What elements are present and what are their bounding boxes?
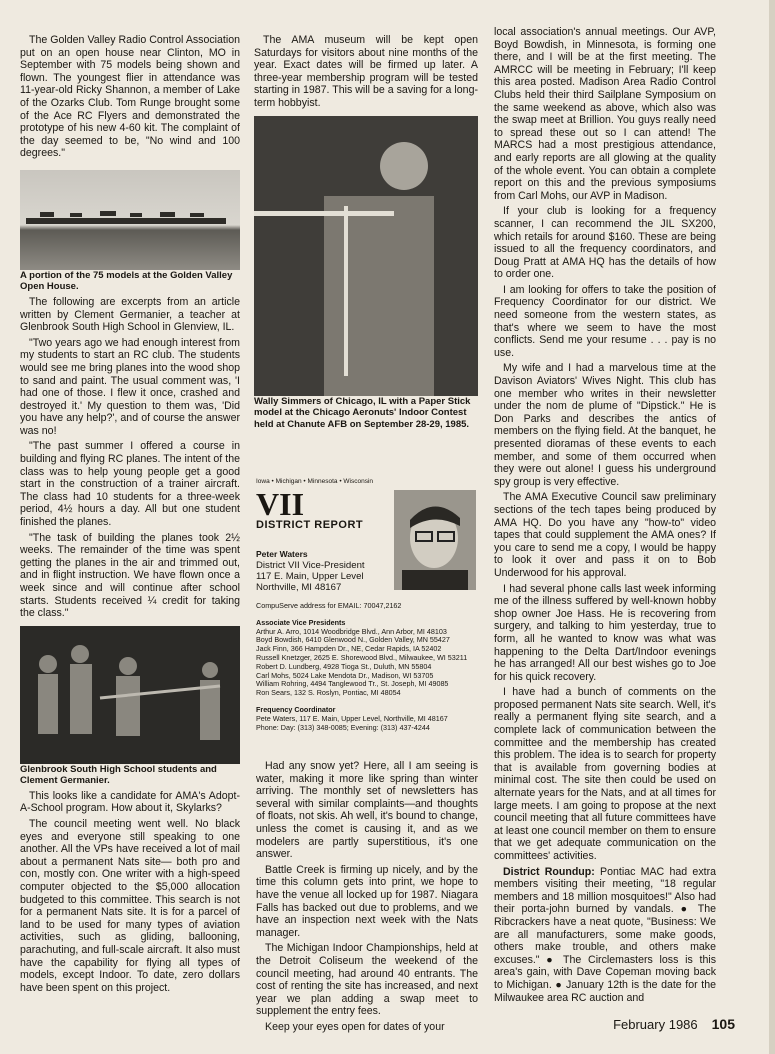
assoc-item: Russell Knetzger, 2625 E. Shorewood Blvd., Milwaukee, WI 53211 <box>256 652 468 662</box>
issue-date: February 1986 <box>613 1017 698 1032</box>
page-number: 105 <box>711 1016 735 1032</box>
freq-line: Pete Waters, 117 E. Main, Upper Level, Northville, MI 48167 <box>256 713 448 723</box>
freq-title: Frequency Coordinator <box>256 704 336 714</box>
roundup-label: District Roundup: <box>503 865 595 878</box>
paragraph: I had several phone calls last week informing me of the illness suffered by well-known hobby shop owner Joe Hass. He is recovering from surgery, and talking to him yesterday, true to form, all he wanted to know was what was happening to the Delta Dart/Indoor evenings he has arranged! All our best wishes go to Joe for his quick recovery. <box>494 582 716 683</box>
assoc-title: Associate Vice Presidents <box>256 617 346 627</box>
paragraph: I am looking for offers to take the position of Frequency Coordinator for our district. We need someone from the western states, as that's where we seem to have the most conflicts. Send me your resume . . . pay is no use. <box>494 283 716 359</box>
paragraph: My wife and I had a marvelous time at the Davison Aviators' Wives Night. This club has one member who writes in their newsletter under the nom de plume of "Dipstick." He is Don Parks and describes the antics of members on the flying field. At the banquet, he presented dioramas of these events to each member, and some of them occurred when they were out alone! I guess his underground spy group is very effective. <box>494 362 716 488</box>
paragraph: The AMA Executive Council saw preliminary sections of the tech tapes being produced by AMA HQ. Do you have any "how-to" video tapes that could supplement the AMA ones? If you care to send me a copy, I would be happy to look it over and pass it on to Bob Underwood for his approval. <box>494 491 716 579</box>
man-with-model-illustration <box>254 116 478 396</box>
paragraph: The AMA museum will be kept open Saturdays for visitors about nine months of the year. Exact dates will be firmed up later. A three-year membership program will be tested starting in 1987. This will be a saving for a long-term hobbyist. <box>254 34 478 109</box>
portrait-photo <box>394 490 476 590</box>
roundup-text: Pontiac MAC had extra members visiting their meeting, "18 regular members and 18 million mosquitoes!" Also had their porta-john burned by vandals. ● The Ribcrackers have a neat quote, "Business: We are all manufacturers, some make goods, others make trouble, and others make excuses." ● The Circlemasters loss is this area's gain, with Dave Copeman moving back to Michigan. ● January 12th is the date for the Milwaukee area RC auction and <box>494 865 716 1004</box>
photo-glenbrook-students <box>20 626 240 764</box>
model-planes-illustration <box>20 170 240 270</box>
assoc-item: Carl Mohs, 5024 Lake Mendota Dr., Madison, WI 53705 <box>256 670 434 680</box>
page-footer <box>613 1016 735 1032</box>
assoc-item: Arthur A. Arro, 1014 Woodbridge Blvd., Ann Arbor, MI 48103 <box>256 626 447 636</box>
column-3 <box>494 26 716 1007</box>
paragraph: The Golden Valley Radio Control Association put on an open house near Clinton, MO in September with 75 models being shown and flown. The youngest flier in attendance was 11-year-old Ricky Shannon, a member of Lake of the Ozarks Club. Tom Runge brought some of the Ace RC Flyers and demonstrated the prototype of his new 4-60 kit. The complaint of the day seemed to be, "No wind and 100 degrees." <box>20 34 240 160</box>
paragraph: "The task of building the planes took 2½ weeks. The remainder of the time was spent getting the planes in the air and trimmed out, and in flight instruction. We have flown once a week since and will continue after school starts. Students received ¼ credit for taking the class." <box>20 531 240 620</box>
paragraph: "The past summer I offered a course in building and flying RC planes. The intent of the class was to help young people get a good start in the construction of a trainer aircraft. The class had 10 students for a three-week period, 4½ hours a day. All but one student finished the planes. <box>20 440 240 529</box>
photo-caption: A portion of the 75 models at the Golden Valley Open House. <box>20 269 233 293</box>
district-number: VII <box>256 486 305 522</box>
paragraph: The Michigan Indoor Championships, held at the Detroit Coliseum the weekend of the council meeting, had around 40 entrants. The cost of renting the site has increased, and next year we plan adding a swap meet to supplement the entry fees. <box>256 942 478 1018</box>
column-2-lower <box>256 760 478 1036</box>
vp-name: Peter Waters <box>256 549 308 559</box>
paragraph: Battle Creek is firming up nicely, and by the time this column gets into print, we hope to have the venue all locked up for 1987. Niagara Falls has backed out due to problems, and we have an inspection next week with the Nats manager. <box>256 863 478 939</box>
assoc-item: Jack Finn, 366 Hampden Dr., NE, Cedar Rapids, IA 52402 <box>256 644 442 654</box>
page-edge <box>769 0 775 1054</box>
assoc-item: William Rohring, 4494 Tanglewood Tr., St. Joseph, MI 49085 <box>256 679 449 689</box>
paragraph-roundup <box>494 866 716 1005</box>
district-report-box <box>256 478 480 732</box>
photo-caption: Glenbrook South High School students and Clement Germanier. <box>20 763 217 787</box>
students-illustration <box>20 626 240 764</box>
paragraph: This looks like a candidate for AMA's Adopt-A-School program. How about it, Skylarks? <box>20 789 240 815</box>
photo-caption: Wally Simmers of Chicago, IL with a Paper Stick model at the Chicago Aeronuts' Indoor Contest held at Chanute AFB on September 28-29, 1985. <box>254 395 471 430</box>
photo-golden-valley-open-house <box>20 170 240 270</box>
paragraph: If your club is looking for a frequency scanner, I can recommend the JIL SX200, which retails for around $160. These are being issued to all the frequency coordinators, and Doug Pratt at AMA HQ has the details of how to order one. <box>494 205 716 281</box>
paragraph: I have had a bunch of comments on the proposed permanent Nats site search. Well, it's really a permanent flying site search, and a complete lack of communication between the committee and the membership has created this problem. The idea is to search for property that is available from governing bodies at minimal cost. The site then could be used on alternate years for the Nats, and at all times for large meets. I am going to propose at the next council meeting that all future committees have at least one council member on them to ensure that we get adequate communication on the committees' activities. <box>494 686 716 862</box>
paragraph: The following are excerpts from an article written by Clement Germanier, a teacher at Glenbrook South High School in Glenview, IL. <box>20 295 240 334</box>
column-1 <box>20 34 240 997</box>
assoc-list <box>256 628 480 698</box>
district-states: Iowa • Michigan • Minnesota • Wisconsin <box>256 478 374 485</box>
district-report-title: DISTRICT REPORT <box>256 519 364 531</box>
column-2 <box>254 34 478 430</box>
freq-line: Phone: Day: (313) 348-0085; Evening: (313) 437-4244 <box>256 722 430 732</box>
assoc-item: Ron Sears, 132 S. Roslyn, Pontiac, MI 48054 <box>256 688 401 698</box>
vp-role: District VII Vice-President <box>256 560 365 571</box>
photo-wally-simmers <box>254 116 478 396</box>
paragraph: The council meeting went well. No black eyes and everyone still speaking to one another. All the VPs have received a lot of mail about a permanent Nats site— both pro and con, mostly con. One writer with a high-speed computer objected to the $5,000 allocation budgeted to this committee. This search is not for a permanent Nats site. It is for a parcel of land to be used for many types of aviation activities, such as gliding, ballooning, parachuting, and full-scale aircraft. It also must have the capability for flying all types of models, except Indoor. To date, zero dollars have been spent on this project. <box>20 817 240 994</box>
vp-address-2: Northville, MI 48167 <box>256 582 342 593</box>
email-address: CompuServe address for EMAIL: 70047,2162 <box>256 601 402 610</box>
paragraph: Had any snow yet? Here, all I am seeing is water, making it more like spring than winter arriving. The monthly set of newsletters has several with similar complaints—and thoughts of floats, not skis. Ah well, it's bound to change, unless the comet is causing it, and as we modelers are partly superstitious, it's one answer. <box>256 760 478 861</box>
paragraph: "Two years ago we had enough interest from my students to start an RC club. The students would see me bring planes into the wood shop to sand and paint. The usual comment was, 'I had one of those. I flew it once, crashed and destroyed it.' My question to them was, 'Did you have any help?', and of course the answer was no! <box>20 336 240 437</box>
paragraph: Keep your eyes open for dates of your <box>265 1020 445 1033</box>
vp-address-1: 117 E. Main, Upper Level <box>256 571 364 582</box>
assoc-item: Robert D. Lundberg, 4928 Tioga St., Duluth, MN 55804 <box>256 661 432 671</box>
assoc-item: Boyd Bowdish, 6410 Glenwood N., Golden Valley, MN 55427 <box>256 635 450 645</box>
paragraph: local association's annual meetings. Our AVP, Boyd Bowdish, in Minnesota, is forming one there, and I will be at the first meeting. The AMRCC will be meeting in February; I'll keep this area posted. Madison Area Radio Control Clubs held their third Sailplane Symposium on the same weekend as above, which also was the swap meet at Brillion. You guys really need to spread these out so I can attend! The MARCS had a most prestigious attendance, and early reports are all glowing at the quality of the whole event. You can obtain a complete report on this and the previous symposiums from Carl Mohs, our AVP in Madison. <box>494 26 716 202</box>
portrait-illustration <box>394 490 476 590</box>
